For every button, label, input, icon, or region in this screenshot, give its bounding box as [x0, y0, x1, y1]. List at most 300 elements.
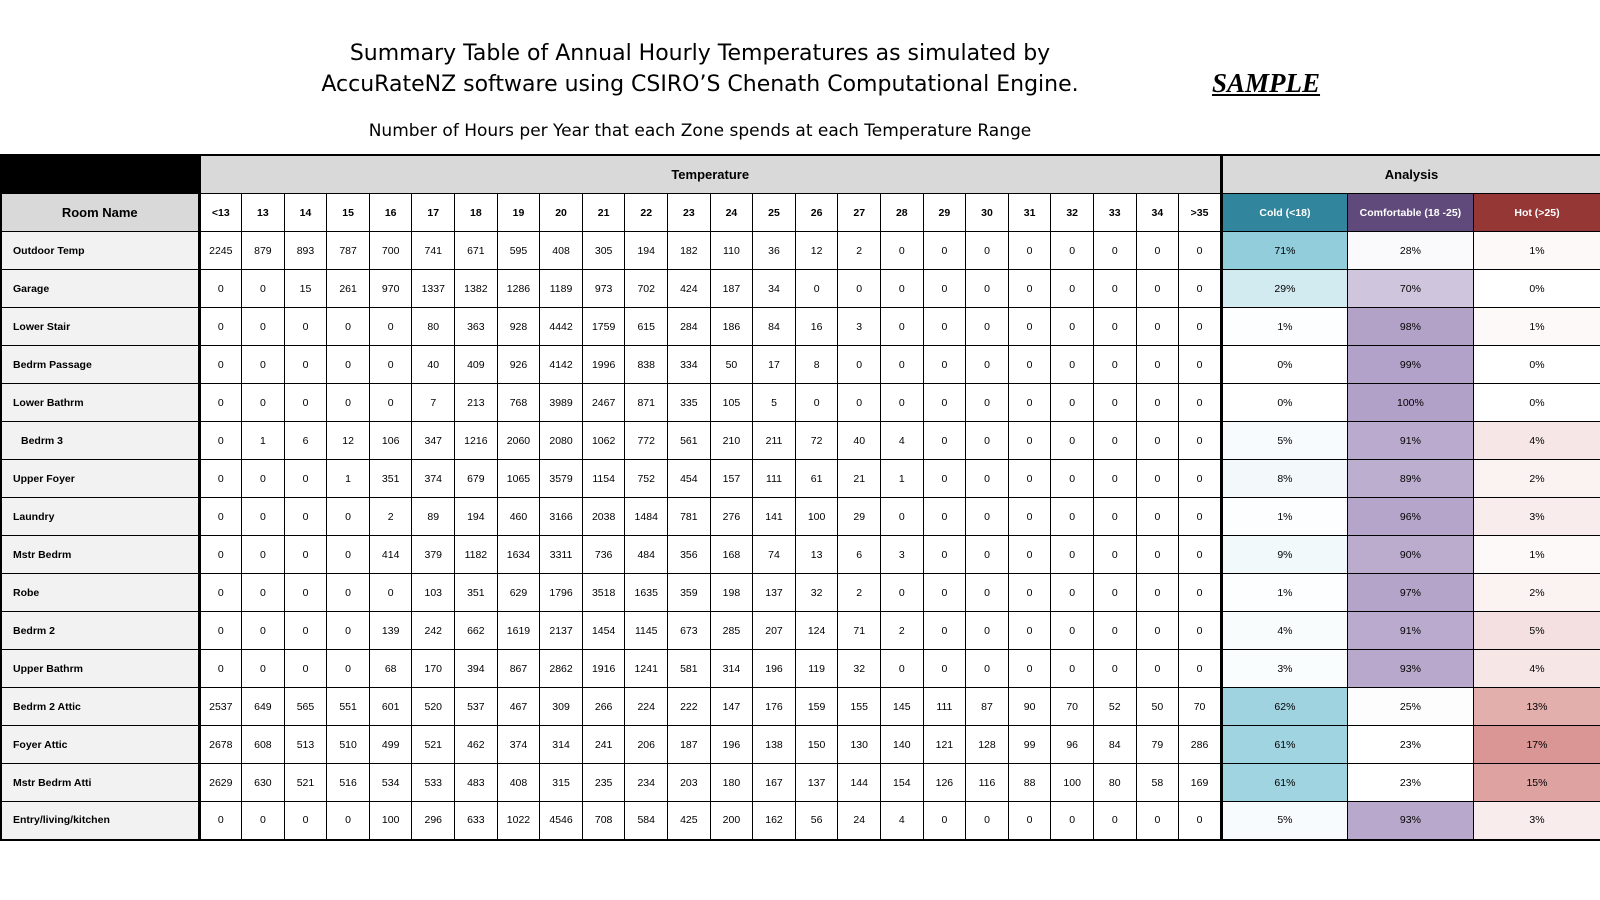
hours-cell: 615 [625, 308, 668, 346]
hours-cell: 0 [199, 574, 242, 612]
hours-cell: 0 [242, 498, 285, 536]
hours-cell: 159 [795, 688, 838, 726]
hours-cell: 335 [668, 384, 711, 422]
hours-cell: 0 [838, 384, 881, 422]
hours-cell: 6 [838, 536, 881, 574]
temperature-column-header: 28 [881, 194, 924, 232]
hours-cell: 0 [369, 346, 412, 384]
cold-percent-cell: 8% [1221, 460, 1347, 498]
hours-cell: 36 [753, 232, 796, 270]
hours-cell: 1189 [540, 270, 583, 308]
hours-cell: 520 [412, 688, 455, 726]
hours-cell: 72 [795, 422, 838, 460]
hours-cell: 196 [753, 650, 796, 688]
room-name-cell: Mstr Bedrm [1, 536, 199, 574]
hours-cell: 0 [966, 460, 1009, 498]
hours-cell: 671 [455, 232, 498, 270]
hours-cell: 0 [199, 460, 242, 498]
cold-percent-cell: 0% [1221, 346, 1347, 384]
hours-cell: 0 [1008, 346, 1051, 384]
hours-cell: 0 [881, 498, 924, 536]
hours-cell: 0 [327, 308, 370, 346]
table-row [1, 536, 1600, 574]
hours-cell: 0 [881, 232, 924, 270]
hours-cell: 5 [753, 384, 796, 422]
hours-cell: 15 [284, 270, 327, 308]
hours-cell: 533 [412, 764, 455, 802]
page-title-line-1: Summary Table of Annual Hourly Temperatures as simulated by [349, 41, 1051, 66]
column-header-row [1, 194, 1600, 232]
hours-cell: 460 [497, 498, 540, 536]
hours-cell: 0 [1008, 460, 1051, 498]
temperature-column-header: 20 [540, 194, 583, 232]
hours-cell: 139 [369, 612, 412, 650]
hours-cell: 0 [1093, 536, 1136, 574]
temperature-column-header: 23 [668, 194, 711, 232]
hours-cell: 145 [881, 688, 924, 726]
hours-cell: 242 [412, 612, 455, 650]
hours-cell: 0 [966, 346, 1009, 384]
hours-cell: 0 [242, 802, 285, 840]
hours-cell: 0 [1179, 270, 1222, 308]
hours-cell: 0 [327, 384, 370, 422]
hours-cell: 334 [668, 346, 711, 384]
hours-cell: 414 [369, 536, 412, 574]
hours-cell: 150 [795, 726, 838, 764]
table-row [1, 574, 1600, 612]
hours-cell: 0 [1136, 346, 1179, 384]
hours-cell: 1 [881, 460, 924, 498]
hours-cell: 111 [753, 460, 796, 498]
hours-cell: 4 [881, 802, 924, 840]
room-name-cell: Mstr Bedrm Atti [1, 764, 199, 802]
hours-cell: 516 [327, 764, 370, 802]
hours-cell: 1454 [582, 612, 625, 650]
cold-percent-cell: 62% [1221, 688, 1347, 726]
hours-cell: 128 [966, 726, 1009, 764]
hours-cell: 70 [1051, 688, 1094, 726]
temperature-column-header: 18 [455, 194, 498, 232]
cold-percent-cell: 1% [1221, 308, 1347, 346]
hours-cell: 187 [668, 726, 711, 764]
hours-cell: 0 [284, 460, 327, 498]
cold-percent-cell: 5% [1221, 422, 1347, 460]
hours-cell: 0 [199, 498, 242, 536]
hours-cell: 116 [966, 764, 1009, 802]
hours-cell: 424 [668, 270, 711, 308]
temperature-column-header: 29 [923, 194, 966, 232]
hours-cell: 0 [838, 270, 881, 308]
hours-cell: 1065 [497, 460, 540, 498]
room-name-cell: Upper Foyer [1, 460, 199, 498]
room-name-cell: Outdoor Temp [1, 232, 199, 270]
hours-cell: 973 [582, 270, 625, 308]
hours-cell: 0 [1008, 384, 1051, 422]
hours-cell: 0 [1008, 422, 1051, 460]
hours-cell: 2537 [199, 688, 242, 726]
table-row [1, 270, 1600, 308]
table-row [1, 650, 1600, 688]
room-name-cell: Upper Bathrm [1, 650, 199, 688]
hours-cell: 103 [412, 574, 455, 612]
hours-cell: 510 [327, 726, 370, 764]
temperature-column-header: 15 [327, 194, 370, 232]
comfortable-column-header: Comfortable (18 -25) [1347, 194, 1473, 232]
hours-cell: 176 [753, 688, 796, 726]
temperature-summary-table [0, 154, 1600, 841]
hours-cell: 224 [625, 688, 668, 726]
hours-cell: 285 [710, 612, 753, 650]
hours-cell: 467 [497, 688, 540, 726]
temperature-column-header: 32 [1051, 194, 1094, 232]
hours-cell: 100 [369, 802, 412, 840]
hours-cell: 137 [795, 764, 838, 802]
hours-cell: 50 [710, 346, 753, 384]
page-title-line-2: AccuRateNZ software using CSIRO’S Chenath Computational Engine. [321, 72, 1079, 97]
room-name-header: Room Name [1, 194, 199, 232]
temperature-column-header: 17 [412, 194, 455, 232]
table-row [1, 460, 1600, 498]
hours-cell: 235 [582, 764, 625, 802]
table-row [1, 422, 1600, 460]
hours-cell: 0 [923, 460, 966, 498]
cold-percent-cell: 29% [1221, 270, 1347, 308]
hours-cell: 0 [1093, 650, 1136, 688]
hours-cell: 1484 [625, 498, 668, 536]
hours-cell: 454 [668, 460, 711, 498]
hours-cell: 0 [881, 650, 924, 688]
comfortable-percent-cell: 93% [1347, 802, 1473, 840]
hours-cell: 0 [966, 384, 1009, 422]
hours-cell: 84 [1093, 726, 1136, 764]
hours-cell: 0 [1008, 802, 1051, 840]
hours-cell: 0 [1051, 536, 1094, 574]
hours-cell: 0 [923, 536, 966, 574]
hours-cell: 50 [1136, 688, 1179, 726]
comfortable-percent-cell: 23% [1347, 764, 1473, 802]
hours-cell: 0 [881, 270, 924, 308]
temperature-column-header: 21 [582, 194, 625, 232]
hours-cell: 0 [284, 650, 327, 688]
hours-cell: 0 [284, 802, 327, 840]
hours-cell: 0 [1008, 612, 1051, 650]
hours-cell: 0 [923, 270, 966, 308]
hours-cell: 0 [199, 270, 242, 308]
hours-cell: 2245 [199, 232, 242, 270]
room-name-cell: Entry/living/kitchen [1, 802, 199, 840]
hours-cell: 286 [1179, 726, 1222, 764]
hours-cell: 462 [455, 726, 498, 764]
sample-label: SAMPLE [1212, 68, 1321, 98]
hours-cell: 0 [1008, 650, 1051, 688]
hours-cell: 0 [1136, 384, 1179, 422]
hours-cell: 0 [1008, 574, 1051, 612]
hours-cell: 138 [753, 726, 796, 764]
hours-cell: 0 [1093, 612, 1136, 650]
hours-cell: 105 [710, 384, 753, 422]
hours-cell: 40 [838, 422, 881, 460]
hours-cell: 565 [284, 688, 327, 726]
hours-cell: 0 [1136, 498, 1179, 536]
hours-cell: 356 [668, 536, 711, 574]
hours-cell: 276 [710, 498, 753, 536]
hours-cell: 0 [1051, 384, 1094, 422]
hours-cell: 0 [1051, 498, 1094, 536]
hours-cell: 0 [966, 536, 1009, 574]
temperature-column-header: 24 [710, 194, 753, 232]
hours-cell: 838 [625, 346, 668, 384]
hours-cell: 926 [497, 346, 540, 384]
hours-cell: 52 [1093, 688, 1136, 726]
hours-cell: 608 [242, 726, 285, 764]
cold-percent-cell: 61% [1221, 726, 1347, 764]
table-row [1, 384, 1600, 422]
hours-cell: 187 [710, 270, 753, 308]
hours-cell: 0 [242, 270, 285, 308]
hours-cell: 0 [1179, 346, 1222, 384]
group-header-row [1, 155, 1600, 194]
hours-cell: 1382 [455, 270, 498, 308]
hours-cell: 649 [242, 688, 285, 726]
hours-cell: 4 [881, 422, 924, 460]
hours-cell: 0 [966, 650, 1009, 688]
hours-cell: 0 [966, 498, 1009, 536]
hours-cell: 374 [412, 460, 455, 498]
hours-cell: 0 [881, 346, 924, 384]
hours-cell: 0 [1179, 460, 1222, 498]
hot-percent-cell: 0% [1473, 346, 1600, 384]
hours-cell: 309 [540, 688, 583, 726]
hours-cell: 0 [1093, 460, 1136, 498]
hours-cell: 170 [412, 650, 455, 688]
hours-cell: 0 [327, 802, 370, 840]
hours-cell: 89 [412, 498, 455, 536]
hours-cell: 32 [795, 574, 838, 612]
comfortable-percent-cell: 93% [1347, 650, 1473, 688]
hot-percent-cell: 3% [1473, 802, 1600, 840]
hours-cell: 772 [625, 422, 668, 460]
hours-cell: 3311 [540, 536, 583, 574]
hours-cell: 296 [412, 802, 455, 840]
hours-cell: 768 [497, 384, 540, 422]
hours-cell: 167 [753, 764, 796, 802]
hours-cell: 629 [497, 574, 540, 612]
hot-percent-cell: 3% [1473, 498, 1600, 536]
hours-cell: 6 [284, 422, 327, 460]
cold-percent-cell: 9% [1221, 536, 1347, 574]
hours-cell: 0 [966, 232, 1009, 270]
temperature-column-header: 25 [753, 194, 796, 232]
table-row [1, 726, 1600, 764]
table-row [1, 764, 1600, 802]
hours-cell: 537 [455, 688, 498, 726]
table-row [1, 612, 1600, 650]
hours-cell: 0 [369, 384, 412, 422]
hot-percent-cell: 1% [1473, 232, 1600, 270]
hours-cell: 0 [242, 308, 285, 346]
hours-cell: 186 [710, 308, 753, 346]
table-row [1, 498, 1600, 536]
hours-cell: 106 [369, 422, 412, 460]
hours-cell: 261 [327, 270, 370, 308]
table-row [1, 232, 1600, 270]
hours-cell: 662 [455, 612, 498, 650]
hours-cell: 0 [1093, 308, 1136, 346]
hours-cell: 1062 [582, 422, 625, 460]
hours-cell: 3579 [540, 460, 583, 498]
comfortable-percent-cell: 70% [1347, 270, 1473, 308]
hours-cell: 2080 [540, 422, 583, 460]
hours-cell: 40 [412, 346, 455, 384]
hours-cell: 0 [199, 802, 242, 840]
hours-cell: 970 [369, 270, 412, 308]
hours-cell: 12 [327, 422, 370, 460]
temperature-column-header: 16 [369, 194, 412, 232]
hot-percent-cell: 0% [1473, 270, 1600, 308]
hours-cell: 196 [710, 726, 753, 764]
temperature-column-header: 26 [795, 194, 838, 232]
hours-cell: 96 [1051, 726, 1094, 764]
hours-cell: 2629 [199, 764, 242, 802]
hours-cell: 130 [838, 726, 881, 764]
hours-cell: 0 [284, 498, 327, 536]
temperature-group-header: Temperature [199, 155, 1221, 194]
hours-cell: 0 [1179, 232, 1222, 270]
hours-cell: 314 [710, 650, 753, 688]
hours-cell: 2060 [497, 422, 540, 460]
hours-cell: 34 [753, 270, 796, 308]
hours-cell: 56 [795, 802, 838, 840]
hours-cell: 2467 [582, 384, 625, 422]
hours-cell: 3989 [540, 384, 583, 422]
hours-cell: 521 [412, 726, 455, 764]
hours-cell: 74 [753, 536, 796, 574]
comfortable-percent-cell: 91% [1347, 422, 1473, 460]
hours-cell: 561 [668, 422, 711, 460]
hours-cell: 1022 [497, 802, 540, 840]
hours-cell: 0 [1179, 612, 1222, 650]
hours-cell: 1286 [497, 270, 540, 308]
hours-cell: 206 [625, 726, 668, 764]
comfortable-percent-cell: 98% [1347, 308, 1473, 346]
hours-cell: 1216 [455, 422, 498, 460]
hours-cell: 0 [1093, 422, 1136, 460]
hours-cell: 1145 [625, 612, 668, 650]
cold-percent-cell: 71% [1221, 232, 1347, 270]
hot-percent-cell: 5% [1473, 612, 1600, 650]
cold-percent-cell: 61% [1221, 764, 1347, 802]
hours-cell: 0 [1136, 536, 1179, 574]
hours-cell: 893 [284, 232, 327, 270]
hours-cell: 0 [1179, 574, 1222, 612]
hours-cell: 0 [199, 422, 242, 460]
hours-cell: 484 [625, 536, 668, 574]
hours-cell: 68 [369, 650, 412, 688]
hours-cell: 425 [668, 802, 711, 840]
hours-cell: 198 [710, 574, 753, 612]
hours-cell: 126 [923, 764, 966, 802]
hours-cell: 0 [1179, 650, 1222, 688]
hot-percent-cell: 4% [1473, 650, 1600, 688]
hours-cell: 8 [795, 346, 838, 384]
hours-cell: 359 [668, 574, 711, 612]
hours-cell: 0 [1093, 802, 1136, 840]
hours-cell: 0 [1051, 232, 1094, 270]
room-name-cell: Bedrm 2 Attic [1, 688, 199, 726]
header-blank-cell [1, 155, 199, 194]
comfortable-percent-cell: 96% [1347, 498, 1473, 536]
temperature-column-header: 19 [497, 194, 540, 232]
room-name-cell: Garage [1, 270, 199, 308]
hours-cell: 0 [1093, 346, 1136, 384]
hours-cell: 0 [1136, 574, 1179, 612]
hours-cell: 0 [242, 574, 285, 612]
hours-cell: 2038 [582, 498, 625, 536]
hours-cell: 0 [1051, 308, 1094, 346]
temperature-column-header: 33 [1093, 194, 1136, 232]
hours-cell: 363 [455, 308, 498, 346]
cold-percent-cell: 5% [1221, 802, 1347, 840]
hours-cell: 1916 [582, 650, 625, 688]
hours-cell: 315 [540, 764, 583, 802]
hours-cell: 266 [582, 688, 625, 726]
room-name-cell: Lower Stair [1, 308, 199, 346]
hours-cell: 2862 [540, 650, 583, 688]
hours-cell: 4442 [540, 308, 583, 346]
hours-cell: 157 [710, 460, 753, 498]
comfortable-percent-cell: 89% [1347, 460, 1473, 498]
hours-cell: 736 [582, 536, 625, 574]
hours-cell: 200 [710, 802, 753, 840]
hours-cell: 0 [327, 536, 370, 574]
hours-cell: 1154 [582, 460, 625, 498]
temperature-column-header: 27 [838, 194, 881, 232]
hours-cell: 0 [284, 612, 327, 650]
room-name-cell: Laundry [1, 498, 199, 536]
hours-cell: 409 [455, 346, 498, 384]
hours-cell: 1 [242, 422, 285, 460]
hours-cell: 0 [1051, 270, 1094, 308]
hours-cell: 483 [455, 764, 498, 802]
hours-cell: 0 [1179, 308, 1222, 346]
hours-cell: 0 [1136, 232, 1179, 270]
hours-cell: 0 [284, 574, 327, 612]
hours-cell: 211 [753, 422, 796, 460]
hours-cell: 601 [369, 688, 412, 726]
comfortable-percent-cell: 90% [1347, 536, 1473, 574]
hours-cell: 0 [1051, 422, 1094, 460]
cold-percent-cell: 0% [1221, 384, 1347, 422]
cold-percent-cell: 1% [1221, 574, 1347, 612]
hours-cell: 0 [881, 308, 924, 346]
hours-cell: 379 [412, 536, 455, 574]
hours-cell: 79 [1136, 726, 1179, 764]
hours-cell: 0 [1051, 574, 1094, 612]
comfortable-percent-cell: 100% [1347, 384, 1473, 422]
hours-cell: 374 [497, 726, 540, 764]
hours-cell: 1996 [582, 346, 625, 384]
comfortable-percent-cell: 91% [1347, 612, 1473, 650]
hours-cell: 0 [881, 384, 924, 422]
hours-cell: 1241 [625, 650, 668, 688]
hours-cell: 24 [838, 802, 881, 840]
hours-cell: 0 [1136, 650, 1179, 688]
hours-cell: 1182 [455, 536, 498, 574]
room-name-cell: Bedrm 3 [1, 422, 199, 460]
hours-cell: 169 [1179, 764, 1222, 802]
hours-cell: 111 [923, 688, 966, 726]
hours-cell: 2 [881, 612, 924, 650]
